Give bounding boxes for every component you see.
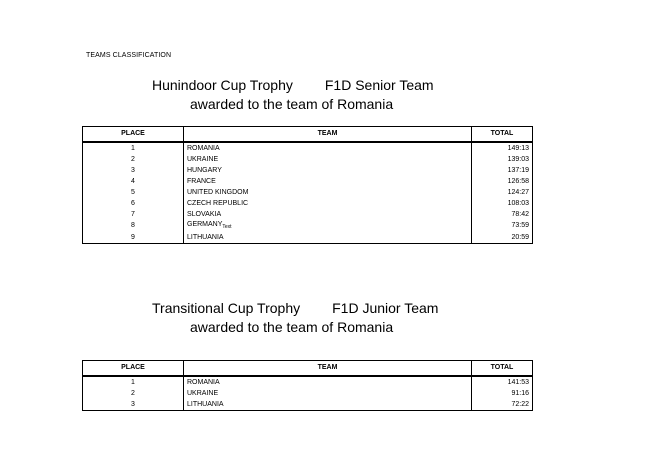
place-cell: 6	[83, 198, 184, 209]
senior-category: F1D Senior Team	[324, 77, 434, 93]
document-label: TEAMS CLASSIFICATION	[86, 52, 172, 59]
place-cell: 3	[83, 399, 184, 411]
senior-awarded-text: awarded to the team of Romania	[190, 96, 394, 112]
total-cell: 149:13	[472, 142, 533, 154]
team-cell	[184, 176, 472, 187]
team-cell	[184, 142, 472, 154]
team-name: UKRAINE	[187, 155, 219, 163]
place-cell: 3	[83, 165, 184, 176]
table-row	[83, 187, 533, 198]
team-name: CZECH REPUBLIC	[187, 199, 249, 207]
place-cell: 1	[83, 142, 184, 154]
team-note: Text	[222, 224, 232, 230]
team-column-header: TEAM	[184, 127, 472, 143]
table-row	[83, 165, 533, 176]
table-row	[83, 388, 533, 399]
total-cell: 137:19	[472, 165, 533, 176]
team-cell	[184, 220, 472, 232]
team-name: UNITED KINGDOM	[187, 188, 249, 196]
senior-results-table	[82, 126, 533, 244]
junior-category: F1D Junior Team	[332, 300, 439, 316]
table-row	[83, 220, 533, 232]
total-column-header: TOTAL	[472, 127, 533, 143]
team-cell	[184, 154, 472, 165]
senior-heading	[152, 75, 434, 95]
team-name: LITHUANIA	[187, 233, 224, 241]
team-cell	[184, 165, 472, 176]
place-cell: 5	[83, 187, 184, 198]
total-cell: 126:58	[472, 176, 533, 187]
place-cell: 8	[83, 220, 184, 232]
junior-trophy-name: Transitional Cup Trophy	[152, 300, 301, 316]
junior-awarded-text: awarded to the team of Romania	[190, 319, 394, 335]
team-column-header: TEAM	[184, 361, 472, 377]
team-cell	[184, 388, 472, 399]
total-cell: 108:03	[472, 198, 533, 209]
team-name: SLOVAKIA	[187, 210, 222, 218]
team-name: HUNGARY	[187, 166, 222, 174]
total-cell: 91:16	[472, 388, 533, 399]
total-cell: 73:59	[472, 220, 533, 232]
junior-heading	[152, 298, 438, 318]
table-row	[83, 209, 533, 220]
total-cell: 124:27	[472, 187, 533, 198]
table-row	[83, 142, 533, 154]
team-name: ROMANIA	[187, 378, 220, 386]
team-cell	[184, 399, 472, 411]
team-cell	[184, 232, 472, 244]
table-row	[83, 154, 533, 165]
total-cell: 78:42	[472, 209, 533, 220]
team-cell	[184, 376, 472, 388]
place-cell: 7	[83, 209, 184, 220]
table-row	[83, 176, 533, 187]
place-cell: 9	[83, 232, 184, 244]
team-name: ROMANIA	[187, 144, 220, 152]
team-cell	[184, 209, 472, 220]
team-name: LITHUANIA	[187, 400, 224, 408]
total-cell: 72:22	[472, 399, 533, 411]
team-cell	[184, 198, 472, 209]
table-row	[83, 198, 533, 209]
total-cell: 141:53	[472, 376, 533, 388]
senior-trophy-name: Hunindoor Cup Trophy	[152, 77, 293, 93]
total-cell: 139:03	[472, 154, 533, 165]
place-cell: 2	[83, 154, 184, 165]
place-cell: 2	[83, 388, 184, 399]
table-row	[83, 232, 533, 244]
team-cell	[184, 187, 472, 198]
junior-results-table	[82, 360, 533, 411]
table-header-row	[83, 361, 533, 377]
team-name: UKRAINE	[187, 389, 219, 397]
place-cell: 4	[83, 176, 184, 187]
table-header-row	[83, 127, 533, 143]
table-row	[83, 376, 533, 388]
place-column-header: PLACE	[83, 361, 184, 377]
team-name: FRANCE	[187, 177, 216, 185]
place-cell: 1	[83, 376, 184, 388]
table-row	[83, 399, 533, 411]
total-cell: 20:59	[472, 232, 533, 244]
place-column-header: PLACE	[83, 127, 184, 143]
total-column-header: TOTAL	[472, 361, 533, 377]
team-name: GERMANY	[187, 221, 223, 228]
